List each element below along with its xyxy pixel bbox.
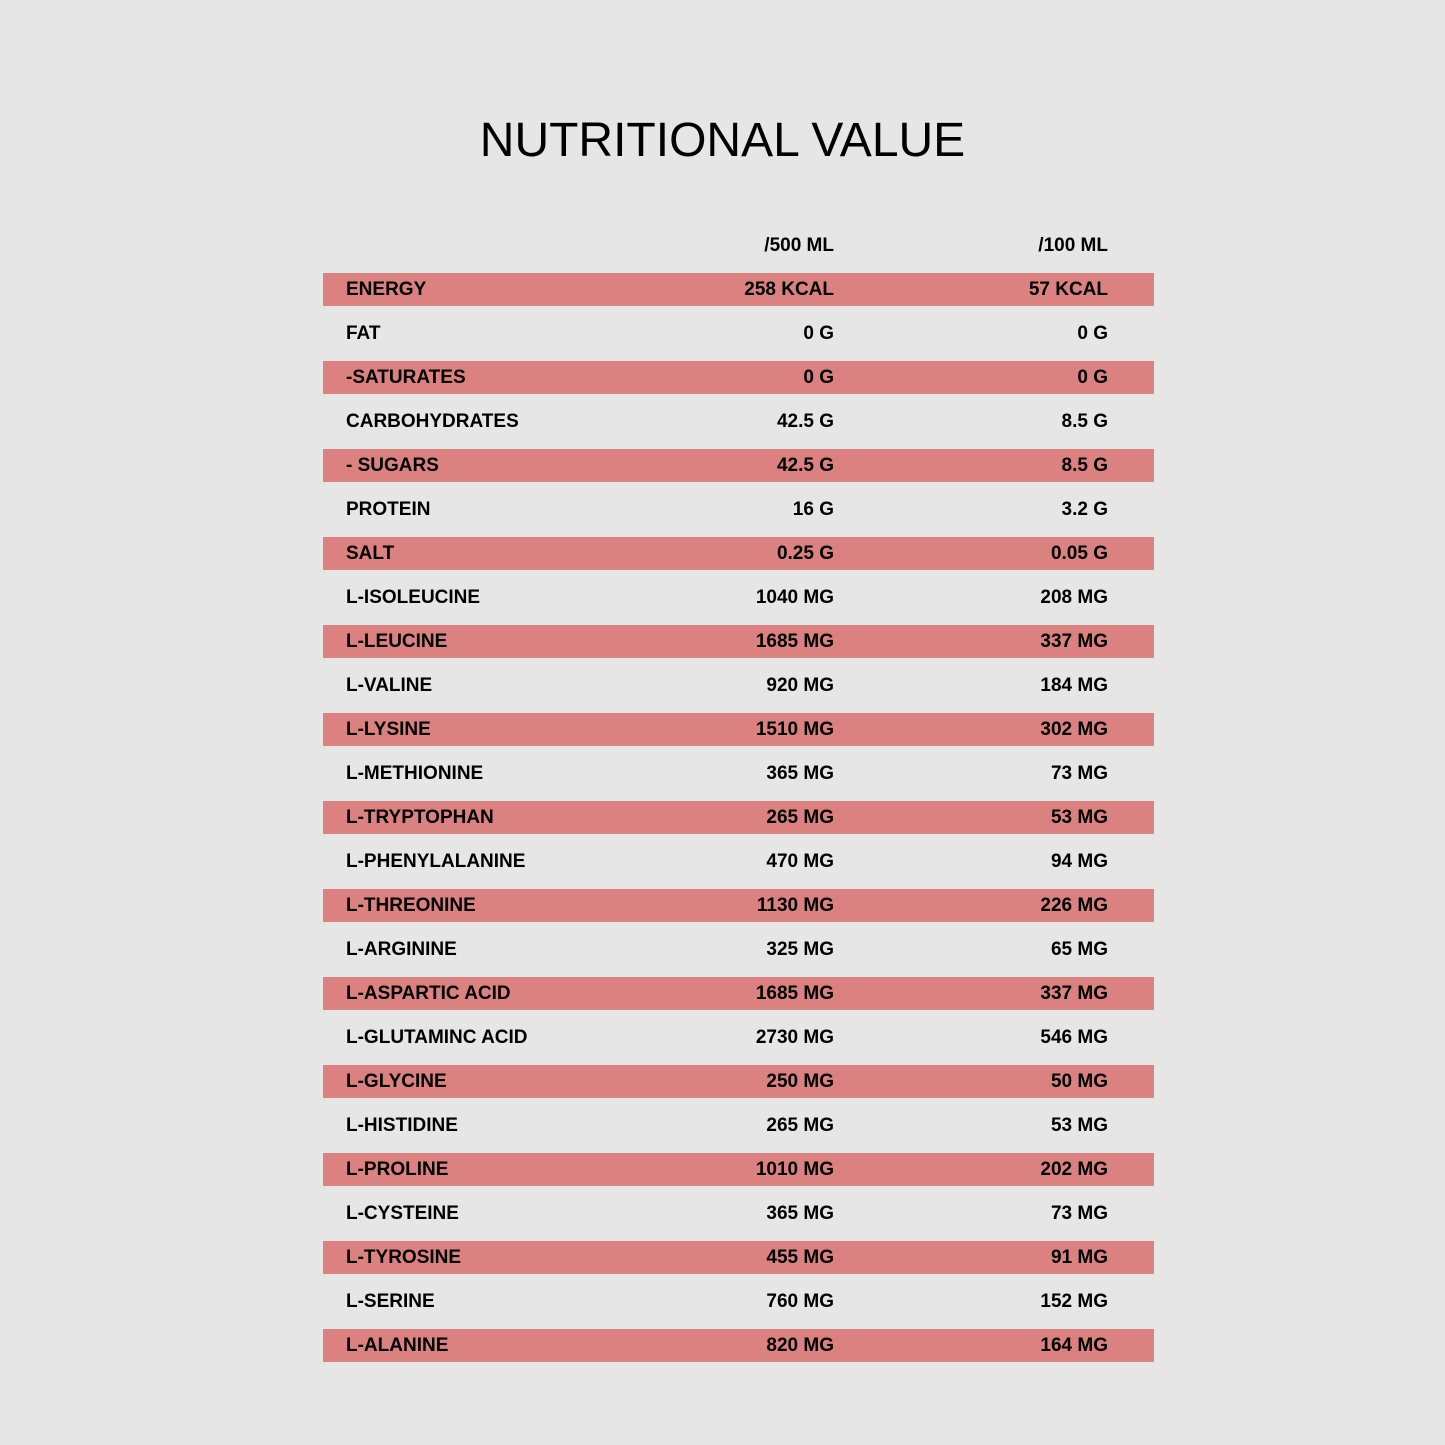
- table-row: [323, 356, 1154, 400]
- value-per-500ml: 365 MG: [766, 763, 834, 784]
- header-per-500ml: /500 ML: [764, 235, 834, 256]
- value-per-500ml: 365 MG: [766, 1203, 834, 1224]
- value-per-100ml: 50 MG: [1050, 1071, 1108, 1092]
- nutrient-name: CARBOHYDRATES: [346, 411, 519, 432]
- value-per-100ml: 73 MG: [1050, 763, 1108, 784]
- value-per-100ml: 226 MG: [1040, 895, 1108, 916]
- value-per-100ml: 184 MG: [1040, 675, 1108, 696]
- value-per-500ml: 820 MG: [766, 1335, 834, 1356]
- value-per-100ml: 94 MG: [1050, 851, 1108, 872]
- nutrient-name: FAT: [346, 323, 381, 344]
- value-per-100ml: 65 MG: [1050, 939, 1108, 960]
- value-per-500ml: 2730 MG: [755, 1027, 834, 1048]
- value-per-100ml: 53 MG: [1050, 807, 1108, 828]
- value-per-500ml: 455 MG: [766, 1247, 834, 1268]
- value-per-500ml: 760 MG: [766, 1291, 834, 1312]
- value-per-100ml: 302 MG: [1040, 719, 1108, 740]
- nutrient-name: -SATURATES: [346, 367, 466, 388]
- value-per-500ml: 1040 MG: [755, 587, 834, 608]
- nutrient-name: L-TRYPTOPHAN: [346, 807, 494, 828]
- value-per-100ml: 208 MG: [1040, 587, 1108, 608]
- value-per-100ml: 337 MG: [1040, 983, 1108, 1004]
- value-per-100ml: 152 MG: [1040, 1291, 1108, 1312]
- table-row: [323, 312, 1154, 356]
- value-per-100ml: 546 MG: [1040, 1027, 1108, 1048]
- value-per-100ml: 91 MG: [1050, 1247, 1108, 1268]
- nutrient-name: - SUGARS: [346, 455, 439, 476]
- table-row: [323, 1104, 1154, 1148]
- nutrient-name: L-PHENYLALANINE: [346, 851, 526, 872]
- table-row: [323, 972, 1154, 1016]
- nutrient-name: L-METHIONINE: [346, 763, 484, 784]
- nutrient-name: L-VALINE: [346, 675, 433, 696]
- value-per-500ml: 42.5 G: [776, 411, 834, 432]
- value-per-100ml: 53 MG: [1050, 1115, 1108, 1136]
- value-per-500ml: 1010 MG: [755, 1159, 834, 1180]
- value-per-500ml: 258 KCAL: [744, 279, 834, 300]
- table-row: [323, 1280, 1154, 1324]
- table-row: [323, 1236, 1154, 1280]
- value-per-500ml: 470 MG: [766, 851, 834, 872]
- table-row: [323, 1148, 1154, 1192]
- nutrient-name: L-LYSINE: [346, 719, 431, 740]
- nutrient-name: L-THREONINE: [346, 895, 476, 916]
- nutrient-name: L-HISTIDINE: [346, 1115, 458, 1136]
- value-per-500ml: 265 MG: [766, 807, 834, 828]
- header-per-100ml: /100 ML: [1038, 235, 1108, 256]
- value-per-500ml: 0.25 G: [776, 543, 834, 564]
- table-row: [323, 268, 1154, 312]
- nutrient-name: L-GLYCINE: [346, 1071, 447, 1092]
- table-row: [323, 664, 1154, 708]
- value-per-100ml: 164 MG: [1040, 1335, 1108, 1356]
- nutrient-name: ENERGY: [346, 279, 427, 300]
- table-row: [323, 576, 1154, 620]
- row-highlight-band: [323, 713, 1154, 746]
- table-row: [323, 1016, 1154, 1060]
- nutrient-name: L-ARGININE: [346, 939, 457, 960]
- value-per-100ml: 337 MG: [1040, 631, 1108, 652]
- value-per-500ml: 250 MG: [766, 1071, 834, 1092]
- value-per-500ml: 0 G: [803, 323, 834, 344]
- table-row: [323, 752, 1154, 796]
- value-per-100ml: 73 MG: [1050, 1203, 1108, 1224]
- nutrient-name: L-SERINE: [346, 1291, 435, 1312]
- table-row: [323, 796, 1154, 840]
- nutrient-name: L-PROLINE: [346, 1159, 449, 1180]
- table-row: [323, 444, 1154, 488]
- nutrient-name: L-ALANINE: [346, 1335, 449, 1356]
- value-per-100ml: 0 G: [1077, 323, 1108, 344]
- value-per-100ml: 202 MG: [1040, 1159, 1108, 1180]
- value-per-100ml: 57 KCAL: [1028, 279, 1108, 300]
- value-per-500ml: 0 G: [803, 367, 834, 388]
- table-row: [323, 840, 1154, 884]
- table-row: [323, 400, 1154, 444]
- nutrition-table: [323, 224, 1154, 1368]
- value-per-100ml: 8.5 G: [1061, 455, 1108, 476]
- value-per-500ml: 1130 MG: [756, 895, 834, 916]
- table-row: [323, 620, 1154, 664]
- nutrient-name: L-LEUCINE: [346, 631, 448, 652]
- value-per-500ml: 920 MG: [766, 675, 834, 696]
- value-per-100ml: 0 G: [1077, 367, 1108, 388]
- value-per-500ml: 265 MG: [766, 1115, 834, 1136]
- table-row: [323, 532, 1154, 576]
- value-per-500ml: 16 G: [792, 499, 834, 520]
- table-row: [323, 708, 1154, 752]
- table-row: [323, 1192, 1154, 1236]
- value-per-500ml: 325 MG: [766, 939, 834, 960]
- value-per-500ml: 1685 MG: [755, 983, 834, 1004]
- value-per-500ml: 1510 MG: [755, 719, 834, 740]
- nutrient-name: SALT: [346, 543, 395, 564]
- nutrient-name: L-ASPARTIC ACID: [346, 983, 511, 1004]
- value-per-500ml: 1685 MG: [755, 631, 834, 652]
- value-per-100ml: 3.2 G: [1061, 499, 1108, 520]
- nutrient-name: L-CYSTEINE: [346, 1203, 459, 1224]
- table-row: [323, 928, 1154, 972]
- nutrient-name: L-ISOLEUCINE: [346, 587, 481, 608]
- row-highlight-band: [323, 625, 1154, 658]
- nutrient-name: PROTEIN: [346, 499, 431, 520]
- value-per-100ml: 0.05 G: [1050, 543, 1108, 564]
- row-highlight-band: [323, 449, 1154, 482]
- table-row: [323, 488, 1154, 532]
- nutrient-name: L-TYROSINE: [346, 1247, 462, 1268]
- table-row: [323, 1324, 1154, 1368]
- table-row: [323, 884, 1154, 928]
- value-per-100ml: 8.5 G: [1061, 411, 1108, 432]
- page-title: NUTRITIONAL VALUE: [479, 114, 966, 167]
- row-highlight-band: [323, 537, 1154, 570]
- row-highlight-band: [323, 1065, 1154, 1098]
- value-per-500ml: 42.5 G: [776, 455, 834, 476]
- table-row: [323, 1060, 1154, 1104]
- nutrient-name: L-GLUTAMINC ACID: [346, 1027, 528, 1048]
- table-header-row: [323, 224, 1154, 268]
